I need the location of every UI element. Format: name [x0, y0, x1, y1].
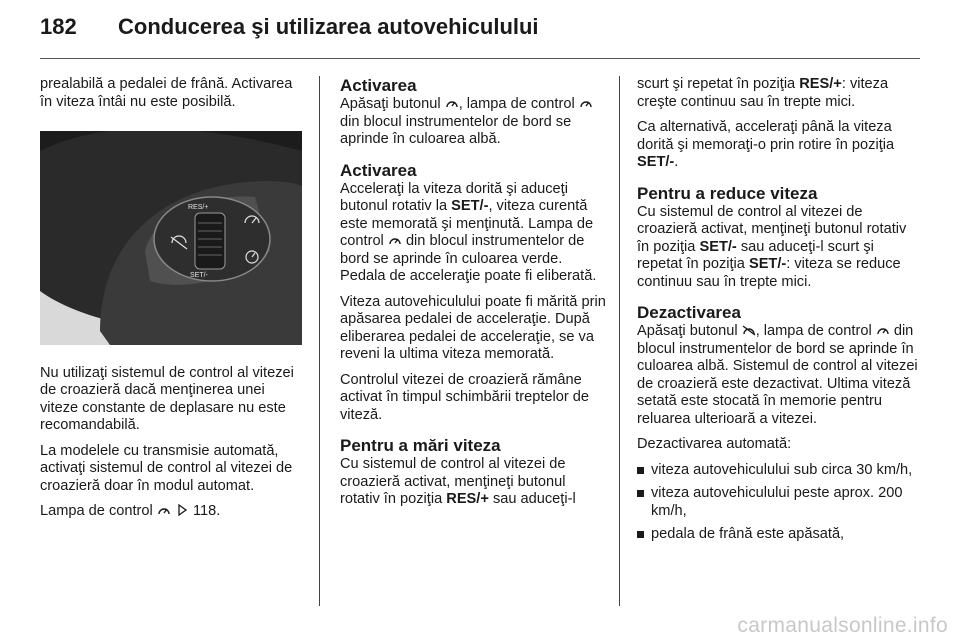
page-header — [40, 14, 920, 54]
cruise-control-icon — [579, 97, 593, 109]
watermark: carmanualsonline.info — [737, 614, 948, 637]
page-number: 182 — [40, 14, 77, 39]
figure-label-set: SET/- — [190, 272, 208, 279]
column-divider — [619, 76, 620, 606]
paragraph: Apăsaţi butonul , lampa de control din blocul instrumentelor de bord se aprinde în culoarea albă. — [340, 96, 608, 149]
paragraph: Acceleraţi la viteza dorită şi aduceţi butonul rotativ la SET/-, viteza curentă este memorată şi menţinută. Lampa de control din blocul instrumentelor de bord se aprinde în culoarea verde. Pedala de acceleraţie poate fi eliberată. — [340, 180, 597, 284]
paragraph: Lampa de control 118. — [40, 503, 221, 519]
paragraph: Cu sistemul de control al vitezei de croazieră activat, menţineţi butonul rotativ în poziţia RES/+ sau aduceţi-l — [340, 456, 576, 507]
cruise-control-icon — [445, 97, 459, 109]
section-heading: Activarea — [340, 76, 417, 95]
steering-wheel-figure — [40, 131, 302, 345]
list-item: pedala de frână este apăsată, — [637, 526, 921, 544]
column-left — [40, 76, 302, 529]
list-item: viteza autovehiculului peste aprox. 200 km/h, — [637, 485, 921, 520]
cruise-control-icon — [388, 234, 402, 246]
paragraph: Ca alternativă, acceleraţi până la viteza dorită şi memoraţi-o prin rotire în poziţia SET/-. — [637, 119, 895, 170]
paragraph: Apăsaţi butonul , lampa de control din blocul instrumentelor de bord se aprinde în culoarea albă. Sistemul de control al vitezei de croazieră este dezactivat. Ultima viteză setată este stocată în memorie pentru reluarea ulterioară a vitezei. — [637, 323, 918, 427]
paragraph: Cu sistemul de control al vitezei de croazieră activat, menţineţi butonul rotativ în poziţia SET/- sau aduceţi-l scurt şi repetat în poziţia SET/-: viteza se reduce continuu sau în trepte mici. — [637, 203, 907, 290]
column-right — [637, 76, 921, 550]
list-item: viteza autovehiculului sub circa 30 km/h, — [637, 462, 921, 480]
paragraph: Controlul vitezei de croazieră rămâne activat în timpul schimbării treptelor de viteză. — [340, 371, 590, 423]
section-heading: Pentru a reduce viteza — [637, 183, 818, 203]
paragraph: Viteza autovehiculului poate fi mărită prin apăsarea pedalei de acceleraţie. După eliberarea pedalei de acceleraţie, se va reveni la ultima viteza memorată. — [340, 293, 606, 362]
square-bullet-icon — [637, 531, 644, 538]
square-bullet-icon — [637, 467, 644, 474]
section-heading: Activarea — [340, 160, 417, 180]
bullet-list — [637, 462, 921, 544]
section-heading: Pentru a mări viteza — [340, 436, 501, 455]
cruise-control-icon — [157, 504, 171, 516]
header-rule — [40, 58, 920, 59]
section-heading: Dezactivarea — [637, 303, 741, 322]
paragraph: Nu utilizaţi sistemul de control al vitezei de croazieră dacă menţinerea unei viteze constante de deplasare nu este recomandabilă. — [40, 364, 294, 433]
paragraph: Dezactivarea automată: — [637, 436, 792, 452]
cruise-control-icon — [876, 324, 890, 336]
page-reference[interactable]: 118. — [192, 503, 221, 519]
paragraph: prealabilă a pedalei de frână. Activarea în viteza întâi nu este posibilă. — [40, 76, 293, 110]
figure-label-res: RES/+ — [188, 204, 209, 211]
paragraph: scurt şi repetat în poziţia RES/+: viteza creşte continuu sau în trepte mici. — [637, 76, 889, 110]
chapter-title: Conducerea şi utilizarea autovehiculului — [118, 14, 539, 39]
paragraph: La modelele cu transmisie automată, activaţi sistemul de control al vitezei de croazieră doar în modul automat. — [40, 442, 293, 494]
square-bullet-icon — [637, 490, 644, 497]
column-divider — [319, 76, 320, 606]
page-reference-icon[interactable] — [175, 504, 189, 516]
cruise-cancel-icon — [742, 324, 756, 336]
column-middle — [340, 76, 608, 517]
